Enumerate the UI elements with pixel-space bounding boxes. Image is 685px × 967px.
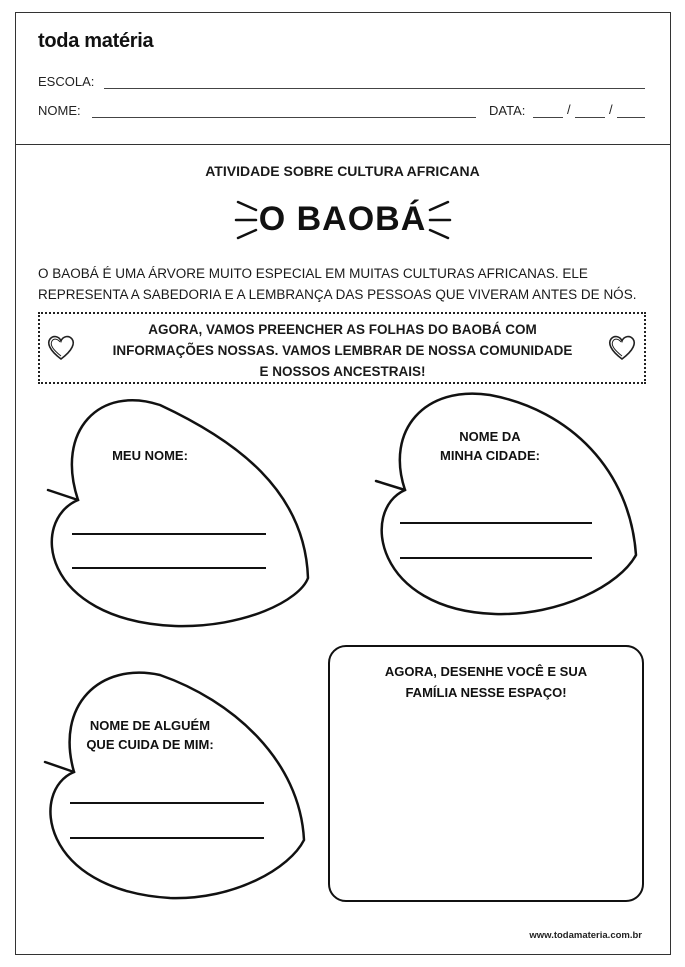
- leaf-label-line: MINHA CIDADE:: [440, 448, 540, 463]
- page-title: O BAOBÁ: [258, 200, 427, 238]
- leaf-icon: [48, 400, 308, 626]
- drawing-instruction-line: AGORA, DESENHE VOCÊ E SUA: [384, 664, 588, 679]
- leaf-label-caregiver: [70, 716, 230, 754]
- drawing-instruction: [340, 661, 632, 703]
- intro-line: O BAOBÁ É UMA ÁRVORE MUITO ESPECIAL EM MUITAS CULTURAS AFRICANAS. ELE: [38, 266, 588, 281]
- leaf-label-line: NOME DA: [459, 429, 521, 444]
- leaf-label-my-city: [420, 427, 560, 465]
- brand-logo: toda matéria: [38, 30, 154, 52]
- leaf-label-line: NOME DE ALGUÉM: [89, 718, 211, 733]
- website-footer: www.todamateria.com.br: [529, 930, 642, 941]
- leaf-label-my-name: [100, 446, 200, 465]
- leaf-icon: [45, 673, 304, 898]
- instruction-line: AGORA, VAMOS PREENCHER AS FOLHAS DO BAOBÁ COM: [148, 322, 537, 337]
- instruction-line: INFORMAÇÕES NOSSAS. VAMOS LEMBRAR DE NOSSA COMUNIDADE: [112, 343, 573, 358]
- leaf-label-line: MEU NOME:: [112, 448, 188, 463]
- leaf-label-line: QUE CUIDA DE MIM:: [86, 737, 214, 752]
- school-label: ESCOLA:: [38, 74, 95, 89]
- date-label: DATA:: [489, 103, 526, 118]
- drawing-instruction-line: FAMÍLIA NESSE ESPAÇO!: [405, 685, 567, 700]
- name-label: NOME:: [38, 103, 81, 118]
- date-separator: /: [609, 102, 613, 117]
- instruction-line: E NOSSOS ANCESTRAIS!: [259, 364, 426, 379]
- activity-subtitle: ATIVIDADE SOBRE CULTURA AFRICANA: [205, 163, 480, 179]
- intro-line: REPRESENTA A SABEDORIA E A LEMBRANÇA DAS PESSOAS QUE VIVERAM ANTES DE NÓS.: [38, 287, 637, 302]
- date-separator: /: [567, 102, 571, 117]
